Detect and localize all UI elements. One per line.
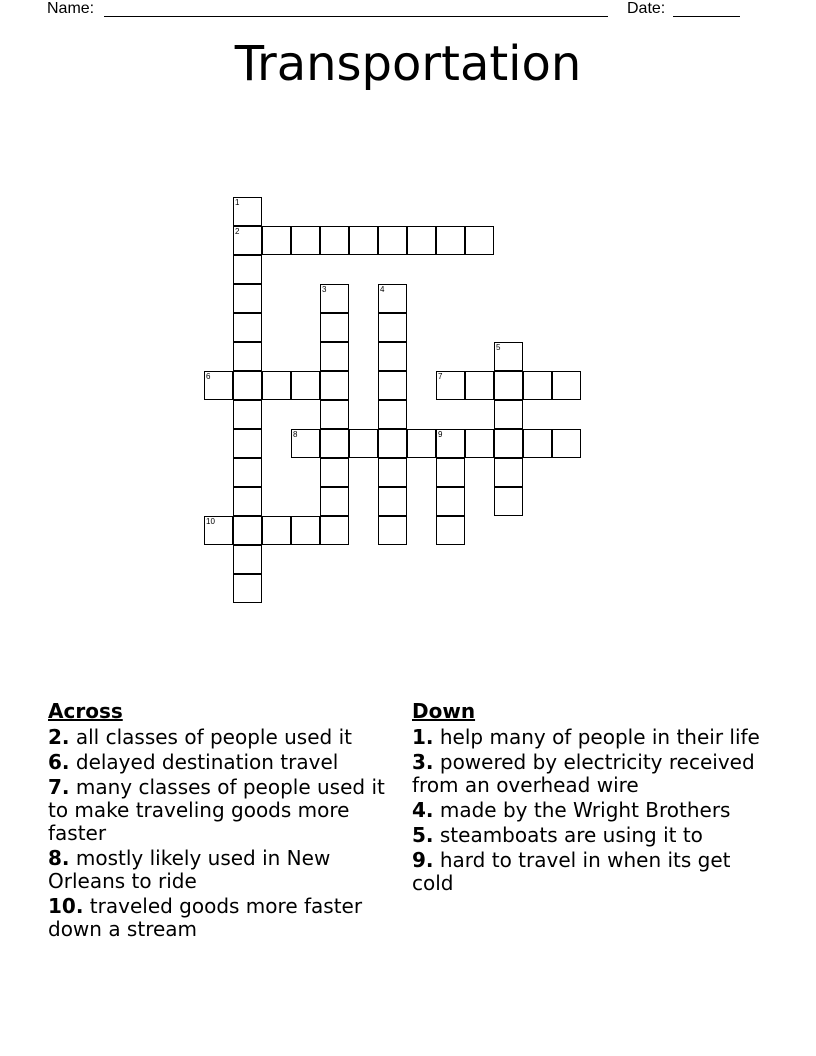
- clue-number: 3.: [412, 750, 434, 774]
- grid-cell[interactable]: [436, 487, 465, 516]
- grid-cell[interactable]: [378, 313, 407, 342]
- grid-cell[interactable]: [494, 429, 523, 458]
- clue-text: help many of people in their life: [433, 725, 760, 749]
- grid-cell[interactable]: [233, 429, 262, 458]
- clue-text: delayed destination travel: [69, 750, 339, 774]
- grid-cell[interactable]: [291, 226, 320, 255]
- cell-number: 4: [380, 285, 385, 294]
- grid-cell[interactable]: [233, 400, 262, 429]
- date-label: Date:: [627, 0, 666, 17]
- grid-cell[interactable]: [378, 516, 407, 545]
- across-clue: [48, 751, 393, 774]
- grid-cell[interactable]: [320, 458, 349, 487]
- grid-cell[interactable]: [320, 429, 349, 458]
- cell-number: 7: [438, 372, 443, 381]
- grid-cell[interactable]: [320, 487, 349, 516]
- clue-number: 4.: [412, 798, 434, 822]
- grid-cell[interactable]: [320, 516, 349, 545]
- clue-text: steamboats are using it to: [433, 823, 703, 847]
- grid-cell[interactable]: [291, 516, 320, 545]
- grid-cell[interactable]: [233, 197, 262, 226]
- down-clue: [412, 849, 772, 895]
- grid-cell[interactable]: [407, 429, 436, 458]
- clue-number: 2.: [48, 725, 70, 749]
- page-title: Transportation: [234, 36, 582, 92]
- grid-cell[interactable]: [552, 429, 581, 458]
- across-clue: [48, 847, 393, 893]
- grid-cell[interactable]: [552, 371, 581, 400]
- grid-cell[interactable]: [262, 516, 291, 545]
- grid-cell[interactable]: [233, 487, 262, 516]
- grid-cell[interactable]: [320, 313, 349, 342]
- clue-number: 5.: [412, 823, 434, 847]
- clue-number: 1.: [412, 725, 434, 749]
- cell-number: 9: [438, 430, 443, 439]
- grid-cell[interactable]: [494, 400, 523, 429]
- grid-cell[interactable]: [378, 458, 407, 487]
- cell-number: 6: [206, 372, 211, 381]
- grid-cell[interactable]: [233, 545, 262, 574]
- grid-cell[interactable]: [436, 371, 465, 400]
- across-heading: Across: [48, 699, 123, 723]
- across-clue: [48, 776, 393, 845]
- grid-cell[interactable]: [320, 284, 349, 313]
- grid-cell[interactable]: [378, 226, 407, 255]
- grid-cell[interactable]: [494, 342, 523, 371]
- grid-cell[interactable]: [378, 487, 407, 516]
- across-clue: [48, 726, 393, 749]
- across-clue: [48, 895, 393, 941]
- grid-cell[interactable]: [494, 487, 523, 516]
- grid-cell[interactable]: [349, 429, 378, 458]
- grid-cell[interactable]: [523, 371, 552, 400]
- cell-number: 2: [235, 227, 240, 236]
- grid-cell[interactable]: [233, 226, 262, 255]
- grid-cell[interactable]: [233, 458, 262, 487]
- down-clue: [412, 824, 772, 847]
- grid-cell[interactable]: [233, 574, 262, 603]
- clue-text: traveled goods more faster down a stream: [48, 894, 363, 941]
- grid-cell[interactable]: [436, 516, 465, 545]
- grid-cell[interactable]: [320, 342, 349, 371]
- down-heading: Down: [412, 699, 476, 723]
- clue-text: made by the Wright Brothers: [433, 798, 731, 822]
- clue-text: hard to travel in when its get cold: [412, 848, 731, 895]
- grid-cell[interactable]: [233, 516, 262, 545]
- grid-cell[interactable]: [204, 516, 233, 545]
- grid-cell[interactable]: [233, 284, 262, 313]
- across-clues: [48, 700, 393, 943]
- grid-cell[interactable]: [378, 400, 407, 429]
- grid-cell[interactable]: [233, 371, 262, 400]
- grid-cell[interactable]: [378, 342, 407, 371]
- clue-number: 9.: [412, 848, 434, 872]
- name-label: Name:: [47, 0, 95, 17]
- clue-number: 7.: [48, 775, 70, 799]
- clue-text: all classes of people used it: [69, 725, 352, 749]
- down-clue: [412, 799, 772, 822]
- grid-cell[interactable]: [204, 371, 233, 400]
- down-clue: [412, 726, 772, 749]
- grid-cell[interactable]: [320, 400, 349, 429]
- grid-cell[interactable]: [378, 429, 407, 458]
- cell-number: 8: [293, 430, 298, 439]
- grid-cell[interactable]: [523, 429, 552, 458]
- clue-number: 8.: [48, 846, 70, 870]
- grid-cell[interactable]: [494, 458, 523, 487]
- clue-text: mostly likely used in New Orleans to ride: [48, 846, 331, 893]
- grid-cell[interactable]: [233, 342, 262, 371]
- grid-cell[interactable]: [378, 284, 407, 313]
- grid-cell[interactable]: [320, 226, 349, 255]
- clue-number: 10.: [48, 894, 84, 918]
- grid-cell[interactable]: [436, 226, 465, 255]
- grid-cell[interactable]: [378, 371, 407, 400]
- cell-number: 1: [235, 198, 240, 207]
- cell-number: 5: [496, 343, 501, 352]
- grid-cell[interactable]: [233, 255, 262, 284]
- cell-number: 3: [322, 285, 327, 294]
- grid-cell[interactable]: [320, 371, 349, 400]
- grid-cell[interactable]: [436, 458, 465, 487]
- grid-cell[interactable]: [262, 371, 291, 400]
- grid-cell[interactable]: [436, 429, 465, 458]
- cell-number: 10: [206, 517, 215, 526]
- grid-cell[interactable]: [494, 371, 523, 400]
- grid-cell[interactable]: [291, 371, 320, 400]
- grid-cell[interactable]: [291, 429, 320, 458]
- clue-text: powered by electricity received from an overhead wire: [412, 750, 755, 797]
- grid-cell[interactable]: [262, 226, 291, 255]
- grid-cell[interactable]: [465, 429, 494, 458]
- clue-text: many classes of people used it to make traveling goods more faster: [48, 775, 385, 845]
- grid-cell[interactable]: [407, 226, 436, 255]
- grid-cell[interactable]: [349, 226, 378, 255]
- grid-cell[interactable]: [465, 226, 494, 255]
- grid-cell[interactable]: [233, 313, 262, 342]
- down-clue: [412, 751, 772, 797]
- down-clues: [412, 700, 772, 897]
- clue-number: 6.: [48, 750, 70, 774]
- grid-cell[interactable]: [465, 371, 494, 400]
